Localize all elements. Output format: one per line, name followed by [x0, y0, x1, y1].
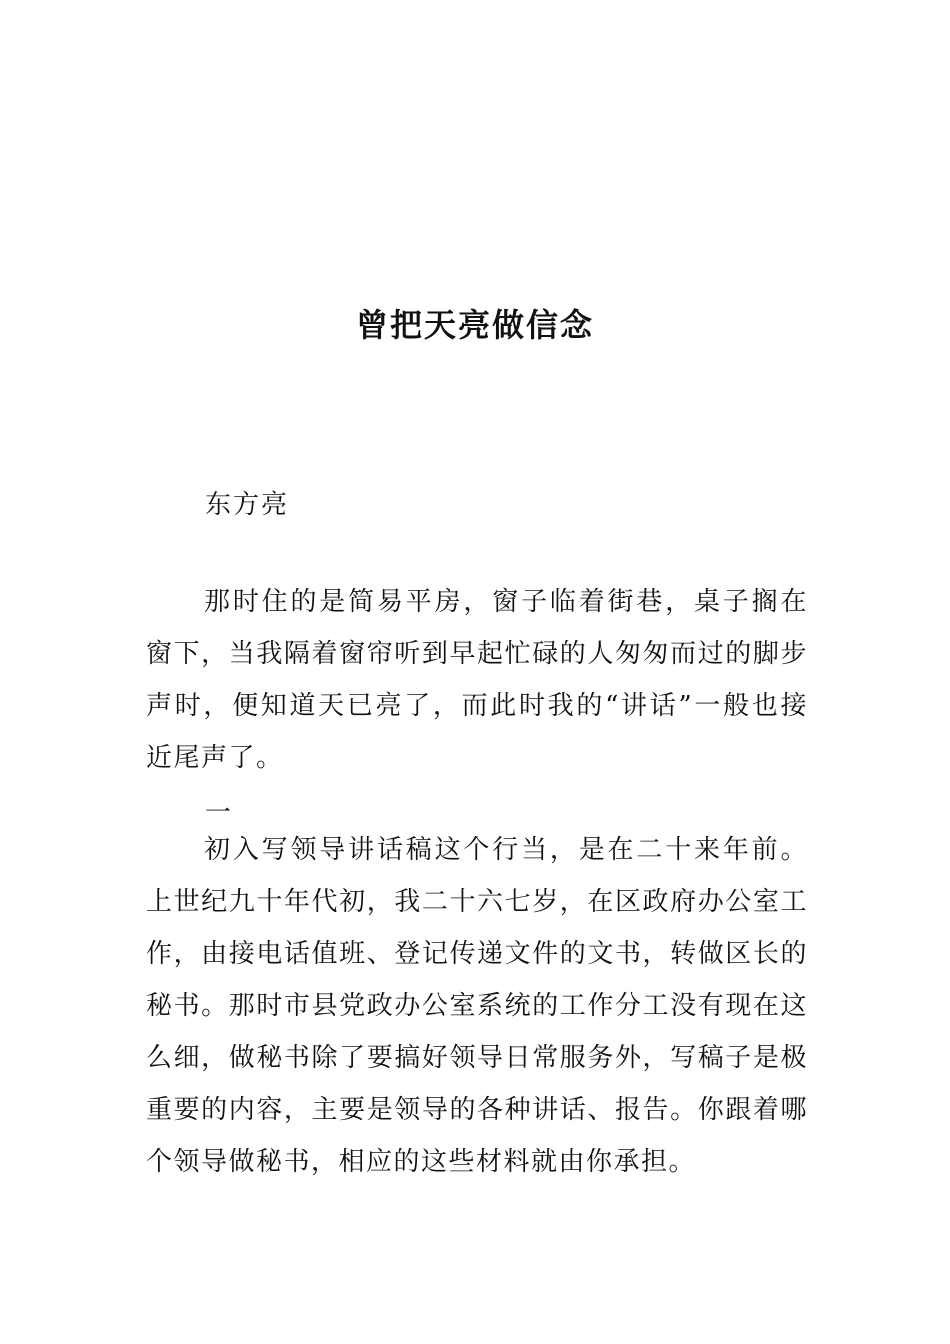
paragraph-2: 初入写领导讲话稿这个行当，是在二十来年前。上世纪九十年代初，我二十六七岁，在区政府办公室工作，由接电话值班、登记传递文件的文书，转做区长的秘书。那时市县党政办公室系统的工作分工没有现在这么细，做秘书除了要搞好领导日常服务外，写稿子是极重要的内容，主要是领导的各种讲话、报告。你跟着哪个领导做秘书，相应的这些材料就由你承担。 [146, 835, 808, 1177]
page-title: 曾把天亮做信念 [355, 306, 594, 344]
section-number: 一 [205, 798, 232, 828]
author-name: 东方亮 [205, 490, 290, 520]
paragraph-1: 那时住的是简易平房，窗子临着街巷，桌子搁在窗下，当我隔着窗帘听到早起忙碌的人匆匆而过的脚步声时，便知道天已亮了，而此时我的“讲话”一般也接近尾声了。 [146, 587, 808, 773]
